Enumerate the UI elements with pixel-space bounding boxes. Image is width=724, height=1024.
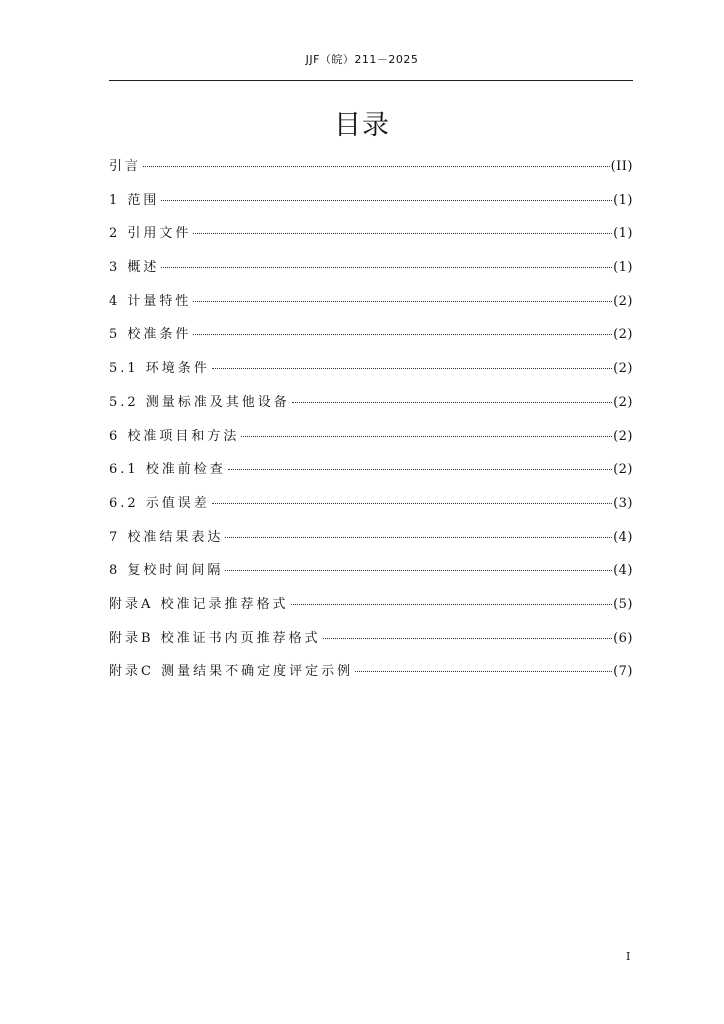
toc-entry-label: 2 引用文件 [109,226,192,242]
toc-entry-page: (5) [613,596,633,612]
toc-entry-result-expression[interactable] [109,524,633,558]
toc-entry-indication-error[interactable] [109,490,633,524]
toc-entry-label: 5.2 测量标准及其他设备 [109,394,290,410]
toc-entry-page: (7) [613,664,633,680]
toc-entry-page: (2) [613,428,633,444]
toc-entry-label: 4 计量特性 [109,293,192,309]
toc-entry-label: 附录C 测量结果不确定度评定示例 [109,664,354,680]
toc-leader-dots [212,503,612,504]
toc-entry-label: 3 概述 [109,260,160,276]
toc-entry-page: (6) [613,630,633,646]
toc-leader-dots [291,604,613,605]
toc-entry-page: (1) [613,226,633,242]
toc-leader-dots [161,200,612,201]
toc-entry-label: 6.2 示值误差 [109,495,210,511]
toc-entry-page: (3) [613,495,633,511]
toc-entry-page: (2) [613,361,633,377]
toc-entry-appendix-c[interactable] [109,658,633,692]
toc-entry-label: 6.1 校准前检查 [109,462,226,478]
toc-entry-measurement-standards[interactable] [109,389,633,423]
page-title: 目录 [334,110,390,141]
toc-entry-label: 5.1 环境条件 [109,361,210,377]
toc-entry-calibration-items-methods[interactable] [109,423,633,457]
toc-leader-dots [241,436,612,437]
toc-leader-dots [193,301,612,302]
toc-entry-environmental-conditions[interactable] [109,355,633,389]
toc-entry-appendix-b[interactable] [109,625,633,659]
toc-leader-dots [225,570,612,571]
table-of-contents [109,153,633,692]
toc-entry-calibration-conditions[interactable] [109,321,633,355]
toc-leader-dots [161,267,612,268]
toc-entry-page: (2) [613,394,633,410]
toc-entry-label: 引言 [109,159,142,174]
toc-entry-overview[interactable] [109,254,633,288]
toc-entry-page: (4) [613,563,633,579]
toc-entry-references[interactable] [109,220,633,254]
toc-leader-dots [228,469,612,470]
toc-leader-dots [225,537,612,538]
toc-entry-label: 6 校准项目和方法 [109,428,240,444]
toc-entry-appendix-a[interactable] [109,591,633,625]
toc-entry-pre-calibration-check[interactable] [109,456,633,490]
toc-entry-label: 1 范围 [109,192,160,208]
toc-entry-label: 附录A 校准记录推荐格式 [109,596,289,612]
toc-leader-dots [143,166,610,167]
toc-entry-label: 附录B 校准证书内页推荐格式 [109,630,321,646]
toc-entry-page: (2) [613,327,633,343]
toc-entry-scope[interactable] [109,187,633,221]
toc-entry-page: (II) [610,159,633,174]
toc-entry-recalibration-interval[interactable] [109,557,633,591]
toc-entry-label: 8 复校时间间隔 [109,563,224,579]
toc-entry-foreword[interactable] [109,153,633,187]
toc-leader-dots [193,334,612,335]
toc-leader-dots [323,638,612,639]
toc-entry-metrological-characteristics[interactable] [109,288,633,322]
toc-entry-page: (1) [613,192,633,208]
toc-leader-dots [355,671,612,672]
toc-entry-page: (2) [613,293,633,309]
toc-entry-label: 7 校准结果表达 [109,529,224,545]
toc-entry-label: 5 校准条件 [109,327,192,343]
document-code-header: JJF（皖）211－2025 [305,53,419,66]
toc-leader-dots [292,402,612,403]
toc-entry-page: (2) [613,462,633,478]
page-number: I [626,950,631,963]
toc-entry-page: (1) [613,260,633,276]
toc-leader-dots [212,368,612,369]
toc-leader-dots [193,233,612,234]
header-divider [109,80,633,81]
toc-entry-page: (4) [613,529,633,545]
